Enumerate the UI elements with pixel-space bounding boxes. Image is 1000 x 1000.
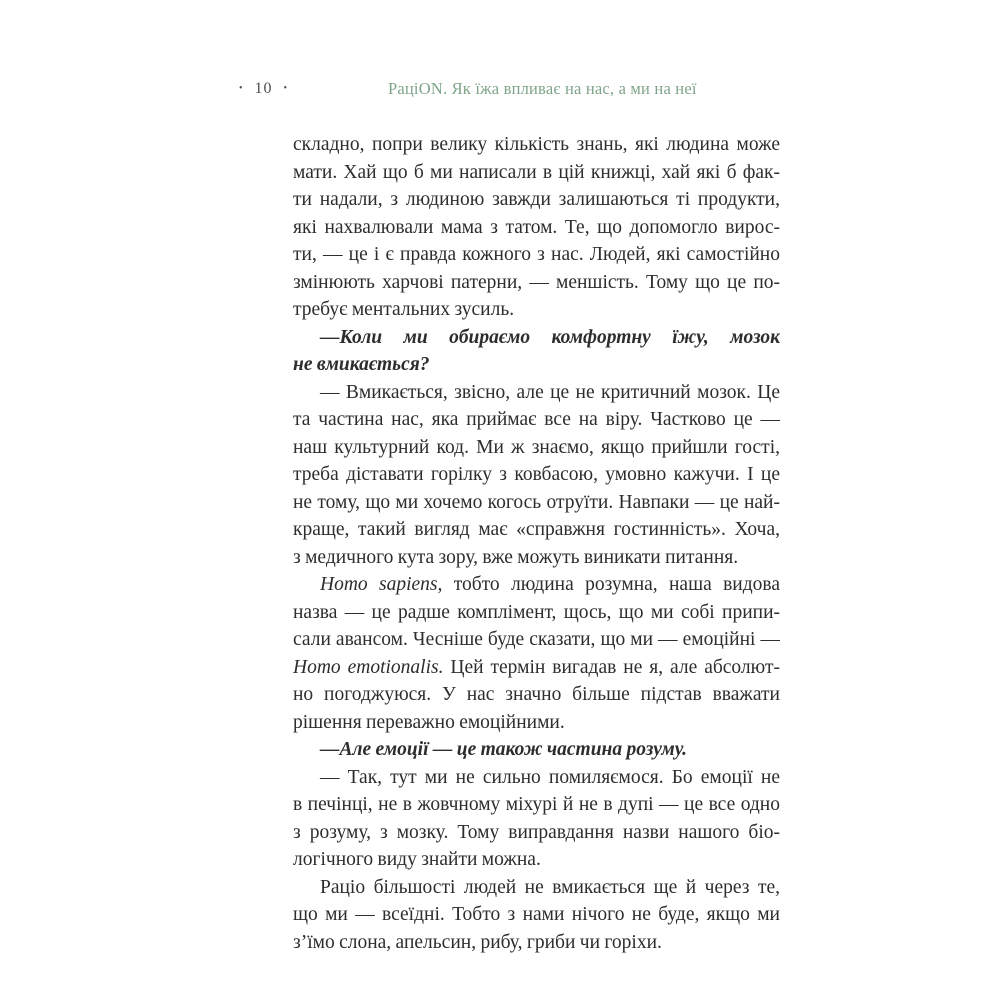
paragraph bbox=[293, 764, 780, 874]
text-line: та частина нас, яка приймає все на віру. Частково це — bbox=[293, 409, 780, 430]
text-line: сали авансом. Чесніше буде сказати, що ми — емоційні — bbox=[293, 629, 780, 650]
question-paragraph bbox=[293, 736, 780, 764]
text-line: но погоджуюся. У нас значно більше підстав вважати bbox=[293, 684, 780, 705]
text-block bbox=[293, 131, 780, 956]
running-title: РаціON. Як їжа впливає на нас, а ми на неї bbox=[388, 79, 697, 98]
text-line: наш культурний код. Ми ж знаємо, якщо прийшли гості, bbox=[293, 436, 780, 458]
paragraph bbox=[293, 131, 780, 324]
text-line: Homo sapiens, тобто людина розумна, наша видова bbox=[320, 574, 780, 595]
text-line: не вмикається? bbox=[293, 354, 430, 375]
text-line: мати. Хай що б ми написали в цій книжці, хай які б фак- bbox=[293, 161, 780, 183]
paragraph bbox=[293, 874, 780, 957]
text-line: — Так, тут ми не сильно помиляємося. Бо емоції не bbox=[320, 766, 780, 788]
text-line: —Але емоції — це також частина розуму. bbox=[320, 739, 688, 760]
text-line: —Коли ми обираємо комфортну їжу, мозок bbox=[320, 326, 780, 348]
question-paragraph bbox=[293, 324, 780, 379]
text-line: требує ментальних зусиль. bbox=[293, 299, 515, 320]
paragraph bbox=[293, 571, 780, 736]
text-line: Homo emotionalis. Цей термін вигадав не я, але абсолют- bbox=[293, 656, 780, 678]
text-line: краще, такий вигляд має «справжня гостинність». Хоча, bbox=[293, 519, 780, 540]
text-line: логічного виду знайти можна. bbox=[293, 849, 541, 870]
text-line: що ми — всеїдні. Тобто з нами нічого не буде, якщо ми bbox=[293, 904, 780, 925]
text-line: — Вмикається, звісно, але це не критичний мозок. Це bbox=[320, 381, 780, 403]
text-line: в печінці, не в жовчному міхурі й не в дупі — це все одно bbox=[293, 794, 780, 815]
text-line: назва — це радше комплімент, щось, що ми собі припи- bbox=[293, 601, 780, 623]
text-line: з розуму, з мозку. Тому виправдання назви нашого біо- bbox=[293, 821, 780, 843]
text-line: рішення переважно емоційними. bbox=[293, 711, 565, 733]
text-line: Раціо більшості людей не вмикається ще й через те, bbox=[320, 876, 780, 898]
page-number-value: 10 bbox=[254, 80, 273, 97]
text-line: які нахвалювали мама з татом. Те, що допомогло вирос- bbox=[293, 216, 780, 238]
text-line: ти надали, з людиною завжди залишаються ті продукти, bbox=[293, 189, 780, 210]
paragraph bbox=[293, 379, 780, 572]
text-line: не тому, що ми хочемо когось отруїти. Навпаки — це най- bbox=[293, 491, 780, 513]
text-line: треба діставати горілку з ковбасою, умовно кажучи. І це bbox=[293, 464, 780, 485]
page-number bbox=[228, 79, 299, 99]
text-line: з медичного кута зору, вже можуть виникати питання. bbox=[293, 546, 739, 568]
text-line: складно, попри велику кількість знань, які людина може bbox=[293, 134, 780, 155]
ornament-dot-left: • bbox=[239, 83, 244, 94]
ornament-dot-right: • bbox=[283, 83, 289, 94]
text-line: з’їмо слона, апельсин, рибу, гриби чи горіхи. bbox=[293, 931, 662, 953]
text-line: змінюють харчові патерни, — меншість. Тому що це по- bbox=[293, 271, 780, 293]
text-line: ти, — це і є правда кожного з нас. Людей, які самостійно bbox=[293, 244, 780, 265]
